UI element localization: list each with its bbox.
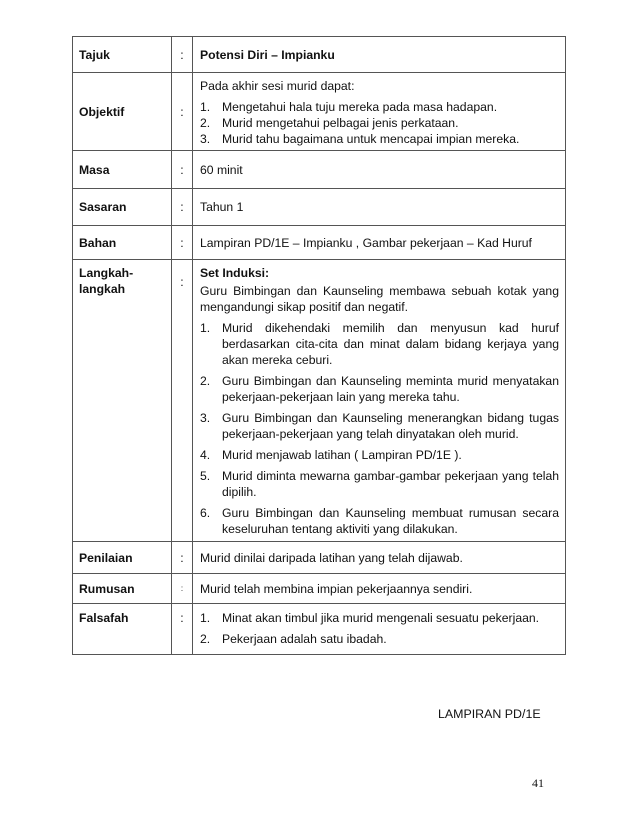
label-falsafah: Falsafah [73,604,172,655]
colon: : [172,542,193,574]
colon: : [172,226,193,260]
set-induksi-heading: Set Induksi: [200,266,270,280]
page-number: 41 [532,776,544,790]
label-penilaian: Penilaian [73,542,172,574]
value-penilaian: Murid dinilai daripada latihan yang telah dijawab. [193,542,566,574]
langkah-list [200,320,559,537]
lesson-plan-table [72,36,566,655]
list-item: 2. Pekerjaan adalah satu ibadah. [200,632,387,646]
row-bahan [73,226,566,260]
value-sasaran: Tahun 1 [193,189,566,226]
list-item: 3. Murid tahu bagaimana untuk mencapai impian mereka. [200,132,520,146]
colon: : [172,260,193,542]
row-rumusan [73,574,566,604]
objektif-list [200,99,559,147]
colon: : [172,189,193,226]
list-item: 2. Murid mengetahui pelbagai jenis perkataan. [200,116,459,130]
set-induksi-intro: Guru Bimbingan dan Kaunseling membawa sebuah kotak yang mengandungi sikap positif dan negatif. [200,284,559,314]
row-langkah [73,260,566,542]
row-sasaran [73,189,566,226]
list-item: 3. Guru Bimbingan dan Kaunseling menerangkan bidang tugas pekerjaan-pekerjaan yang telah dinyatakan oleh murid. [200,411,559,441]
colon: : [172,37,193,73]
label-objektif: Objektif [73,73,172,151]
list-item: 1. Minat akan timbul jika murid mengenali sesuatu pekerjaan. [200,611,540,625]
lampiran-label: LAMPIRAN PD/1E [438,707,541,721]
row-tajuk [73,37,566,73]
list-item: 1. Mengetahui hala tuju mereka pada masa hadapan. [200,100,498,114]
row-objektif [73,73,566,151]
value-tajuk: Potensi Diri – Impianku [193,37,566,73]
list-item: 2. Guru Bimbingan dan Kaunseling meminta murid menyatakan pekerjaan-pekerjaan lain yang mereka tahu. [200,374,559,404]
label-langkah: Langkah-langkah [73,260,172,542]
label-bahan: Bahan [73,226,172,260]
list-item: 5. Murid diminta mewarna gambar-gambar pekerjaan yang telah dipilih. [200,469,559,499]
objektif-intro: Pada akhir sesi murid dapat: [200,79,355,93]
falsafah-list [200,610,559,647]
row-masa [73,151,566,189]
label-sasaran: Sasaran [73,189,172,226]
value-rumusan: Murid telah membina impian pekerjaannya sendiri. [193,574,566,604]
label-tajuk: Tajuk [73,37,172,73]
row-penilaian [73,542,566,574]
value-bahan: Lampiran PD/1E – Impianku , Gambar pekerjaan – Kad Huruf [193,226,566,260]
colon: : [172,604,193,655]
colon: : [172,574,193,604]
list-item: 4. Murid menjawab latihan ( Lampiran PD/1E ). [200,448,462,462]
colon: : [172,73,193,151]
list-item: 6. Guru Bimbingan dan Kaunseling membuat rumusan secara keseluruhan tentang aktiviti yang dilakukan. [200,506,559,536]
label-rumusan: Rumusan [73,574,172,604]
value-masa: 60 minit [193,151,566,189]
list-item: 1. Murid dikehendaki memilih dan menyusun kad huruf berdasarkan cita-cita dan minat dalam bidang kerjaya yang akan mereka ceburi. [200,321,559,367]
colon: : [172,151,193,189]
row-falsafah [73,604,566,655]
label-masa: Masa [73,151,172,189]
